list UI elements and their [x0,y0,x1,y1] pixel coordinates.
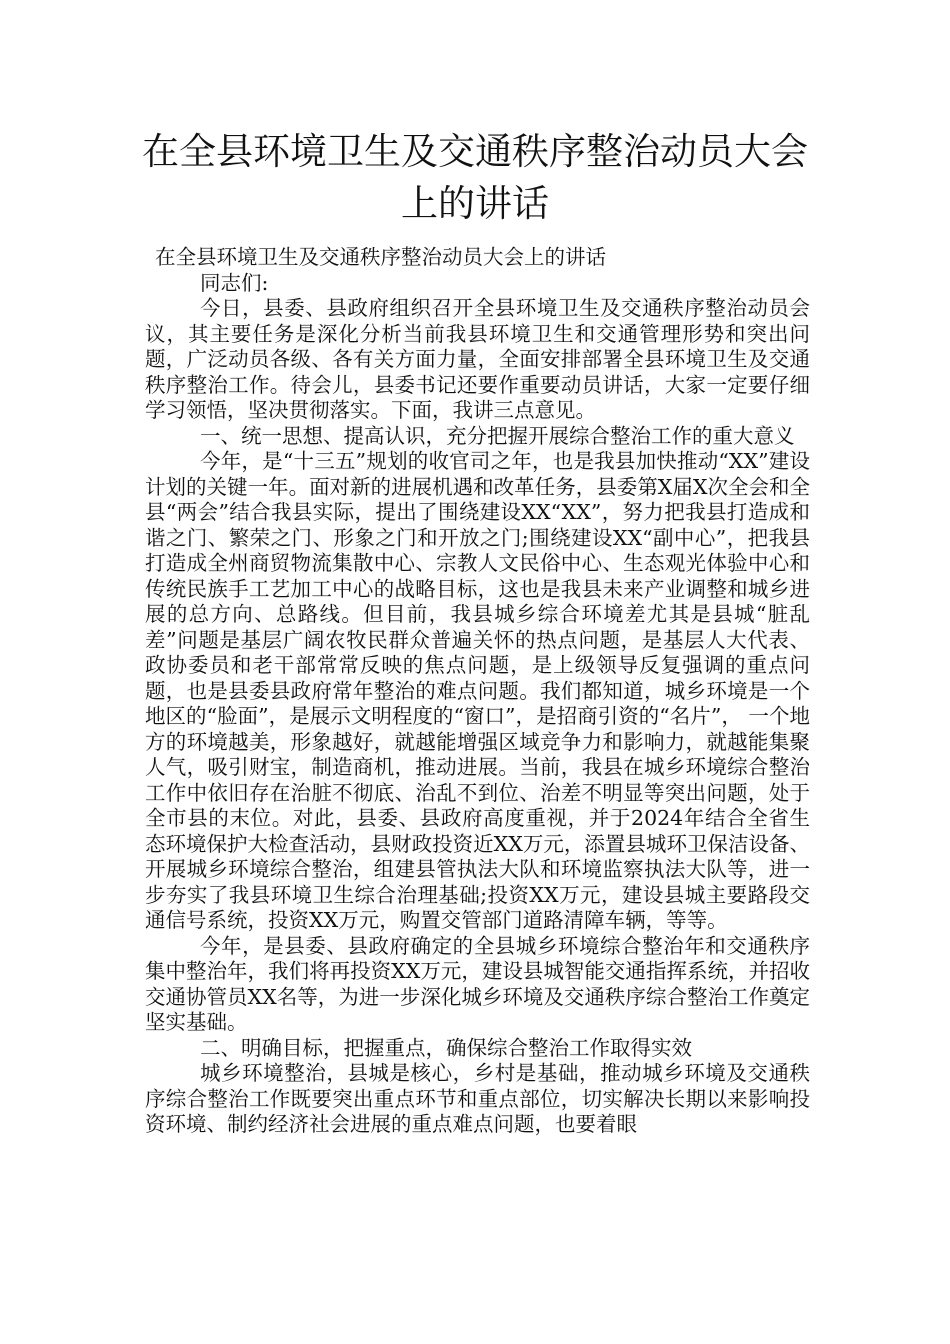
paragraph-opening: 今日，县委、县政府组织召开全县环境卫生及交通秩序整治动员会议，其主要任务是深化分析当前我县环境卫生和交通管理形势和突出问题，广泛动员各级、各有关方面力量，全面安排部署全县环境卫生及交通秩序整治工作。待会儿，县委书记还要作重要动员讲话，大家一定要仔细学习领悟，坚决贯彻落实。下面，我讲三点意见。 [145,296,810,422]
document-title: 在全县环境卫生及交通秩序整治动员大会上的讲话 [142,130,808,225]
document-subtitle: 在全县环境卫生及交通秩序整治动员大会上的讲话 [155,245,606,269]
greeting: 同志们: [200,270,269,295]
section-heading-2: 二、明确目标，把握重点，确保综合整治工作取得实效 [200,1035,692,1060]
paragraph-this-year: 今年，是县委、县政府确定的全县城乡环境综合整治年和交通秩序集中整治年，我们将再投资XX万元，建设县城智能交通指挥系统，并招收交通协管员XX名等，为进一步深化城乡环境及交通秩序综合整治工作奠定坚实基础。 [145,933,810,1034]
paragraph-background: 今年，是“十三五”规划的收官司之年，也是我县加快推动“XX”建设计划的关键一年。面对新的进展机遇和改革任务，县委第X届X次全会和全县“两会”结合我县实际，提出了围绕建设XX“XX”，努力把我县打造成和谐之门、繁荣之门、形象之门和开放之门;围绕建设XX“副中心”，把我县打造成全州商贸物流集散中心、宗教人文民俗中心、生态观光体验中心和传统民族手工艺加工中心的战略目标，这也是我县未来产业调整和城乡进展的总方向、总路线。但目前，我县城乡综合环境差尤其是县城“脏乱差”问题是基层广阔农牧民群众普遍关怀的热点问题，是基层人大代表、政协委员和老干部常常反映的焦点问题，是上级领导反复强调的重点问题，也是县委县政府常年整治的难点问题。我们都知道，城乡环境是一个地区的“脸面”，是展示文明程度的“窗口”，是招商引资的“名片”， 一个地方的环境越美，形象越好，就越能增强区域竞争力和影响力，就越能集聚人气，吸引财宝，制造商机，推动进展。当前，我县在城乡环境综合整治工作中依旧存在治脏不彻底、治乱不到位、治差不明显等突出问题，处于全市县的末位。对此，县委、县政府高度重视，并于2024年结合全省生态环境保护大检查活动，县财政投资近XX万元，添置县城环卫保洁设备、开展城乡环境综合整治，组建县管执法大队和环境监察执法大队等，进一步夯实了我县环境卫生综合治理基础;投资XX万元，建设县城主要路段交通信号系统，投资XX万元，购置交管部门道路清障车辆，等等。 [145,449,810,932]
document-body [145,245,810,1138]
section-heading-1: 一、统一思想、提高认识，充分把握开展综合整治工作的重大意义 [200,423,795,448]
paragraph-goals: 城乡环境整治，县城是核心，乡村是基础，推动城乡环境及交通秩序综合整治工作既要突出重点环节和重点部位，切实解决长期以来影响投资环境、制约经济社会进展的重点难点问题，也要着眼 [145,1061,810,1136]
